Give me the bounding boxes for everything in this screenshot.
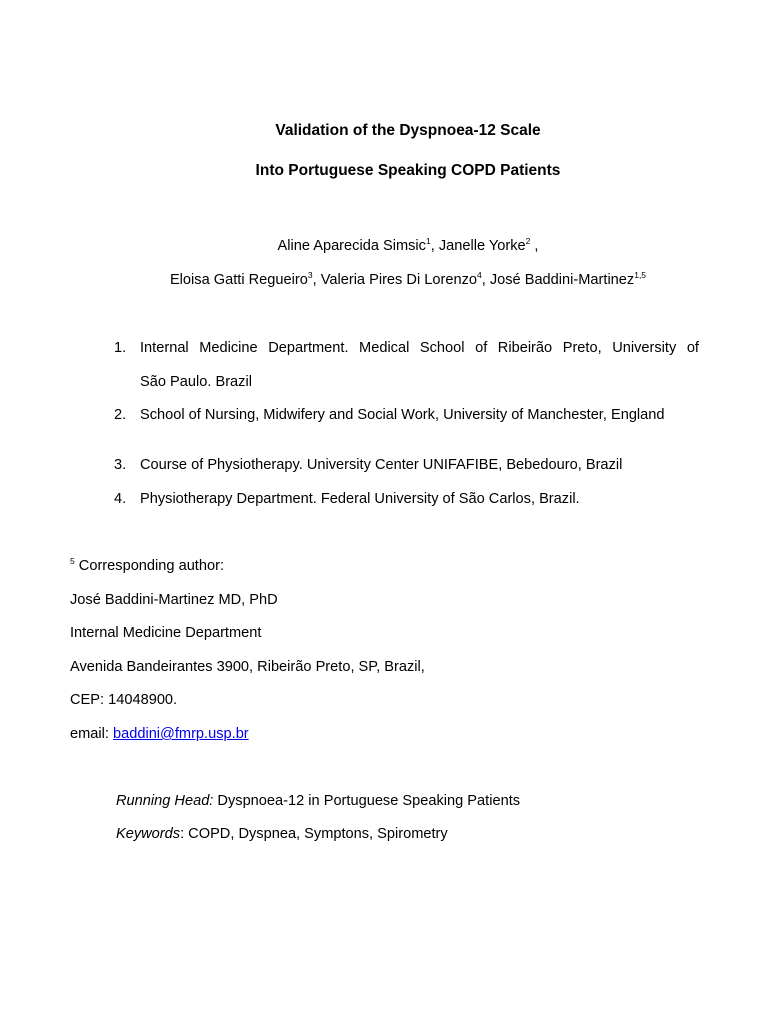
author-name: José Baddini-Martinez	[489, 272, 635, 288]
authors-line-2	[0, 272, 770, 288]
authors-line-1	[0, 238, 770, 254]
corresponding-email-line	[70, 726, 249, 742]
author-name: Aline Aparecida Simsic	[277, 238, 426, 254]
running-head-label: Running Head:	[116, 793, 214, 809]
author-name: Janelle Yorke	[438, 238, 526, 254]
corresponding-department: Internal Medicine Department	[70, 625, 262, 641]
author-separator: ,	[430, 238, 439, 254]
corresponding-sup: 5	[70, 556, 75, 566]
email-label: email:	[70, 726, 113, 742]
author-separator: ,	[312, 272, 321, 288]
keywords-label: Keywords	[116, 826, 181, 842]
affiliation-text-continued: São Paulo. Brazil	[140, 374, 252, 390]
affiliation-text: Physiotherapy Department. Federal University of São Carlos, Brazil.	[140, 491, 580, 507]
author-name: Eloisa Gatti Regueiro	[169, 272, 308, 288]
author-separator: ,	[530, 238, 539, 254]
keywords	[116, 826, 448, 842]
title-line-2: Into Portuguese Speaking COPD Patients	[255, 162, 561, 179]
running-head	[116, 793, 520, 809]
author-separator: ,	[481, 272, 490, 288]
affiliation-number: 2.	[114, 407, 127, 423]
affiliation-number: 1.	[114, 340, 127, 356]
author-affiliation-sup: 2	[525, 236, 531, 246]
email-link[interactable]: baddini@fmrp.usp.br	[112, 726, 249, 742]
author-affiliation-sup: 4	[476, 270, 482, 280]
affiliation-number: 3.	[114, 457, 127, 473]
author-affiliation-sup: 1,5	[634, 270, 647, 280]
affiliation-number: 4.	[114, 491, 127, 507]
keywords-text: : COPD, Dyspnea, Symptons, Spirometry	[180, 826, 448, 842]
corresponding-address: Avenida Bandeirantes 3900, Ribeirão Preto, SP, Brazil,	[70, 659, 425, 675]
affiliation-text: Internal Medicine Department. Medical School of Ribeirão Preto, University of	[140, 340, 699, 356]
corresponding-author-heading: $^5$ Corresponding author:	[70, 556, 225, 574]
corresponding-author-name: José Baddini-Martinez MD, PhD	[70, 592, 278, 608]
affiliation-text: School of Nursing, Midwifery and Social Work, University of Manchester, England	[140, 407, 665, 423]
running-head-text: Dyspnoea-12 in Portuguese Speaking Patients	[213, 793, 521, 809]
title-line-1: Validation of the Dyspnoea-12 Scale	[275, 122, 541, 139]
corresponding-cep: CEP: 14048900.	[70, 692, 178, 708]
affiliation-text: Course of Physiotherapy. University Center UNIFAFIBE, Bebedouro, Brazil	[140, 457, 623, 473]
author-name: Valeria Pires Di Lorenzo	[320, 272, 477, 288]
author-affiliation-sup: 1	[425, 236, 431, 246]
author-affiliation-sup: 3	[307, 270, 313, 280]
